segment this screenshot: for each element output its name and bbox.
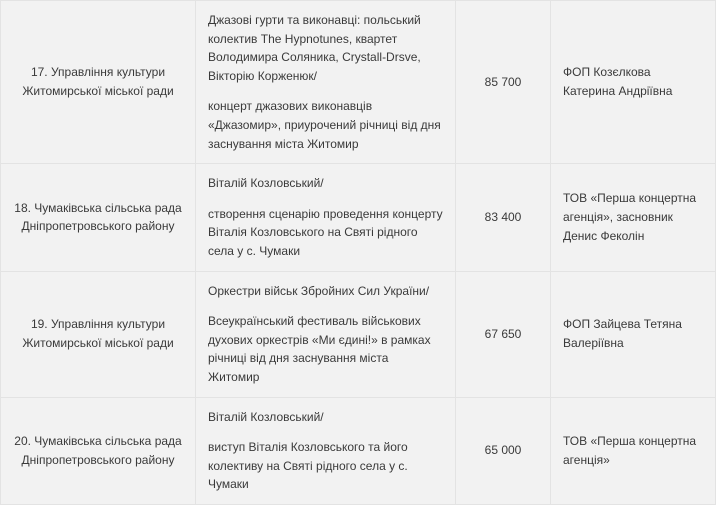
- cell-description: [196, 164, 456, 271]
- recipient-text: ТОВ «Перша концертна агенція»: [563, 434, 697, 467]
- recipient-text: ФОП Козєлкова Катерина Андріївна: [563, 65, 673, 99]
- amount-value: 67 650: [484, 326, 522, 341]
- amount-value: 85 700: [484, 74, 522, 89]
- amount-value: 83 400: [484, 210, 522, 225]
- table-row: [1, 397, 716, 504]
- cell-amount: [456, 271, 551, 397]
- table-row: [1, 271, 716, 397]
- cell-amount: [456, 1, 551, 164]
- description-performer: Віталій Козловський/: [208, 409, 324, 424]
- amount-value: 65 000: [484, 443, 522, 458]
- organization-text: 20. Чумаківська сільська рада Дніпропетровського району: [14, 434, 182, 467]
- description-event: створення сценарію проведення концерту Віталія Козловського на Святі рідного села у с. Чумаки: [208, 206, 443, 258]
- cell-description: [196, 397, 456, 504]
- table-row: [1, 1, 716, 164]
- cell-description: [196, 271, 456, 397]
- cell-organization: [1, 397, 196, 504]
- description-performer: Віталій Козловський/: [208, 176, 324, 191]
- description-event: концерт джазових виконавців «Джазомир», приурочений річниці від дня заснування міста Житомир: [208, 99, 441, 151]
- cell-amount: [456, 164, 551, 271]
- cell-organization: [1, 164, 196, 271]
- cell-description: [196, 1, 456, 164]
- description-event: Всеукраїнський фестиваль військових духових оркестрів «Ми єдині!» в рамках річниці від дня заснування міста Житомир: [208, 314, 431, 384]
- cell-organization: [1, 1, 196, 164]
- cell-amount: [456, 397, 551, 504]
- recipient-text: ФОП Зайцева Тетяна Валеріївна: [563, 317, 682, 351]
- organization-text: 19. Управління культури Житомирської міської ради: [22, 317, 174, 351]
- cell-recipient: [551, 1, 716, 164]
- cell-recipient: [551, 164, 716, 271]
- description-performer: Джазові гурти та виконавці: польський колектив The Hypnotunes, квартет Володимира Соляника, Crystall-Drsve, Вікторію Корженюк/: [208, 13, 421, 83]
- recipient-text: ТОВ «Перша концертна агенція», засновник Денис Феколін: [563, 191, 697, 243]
- description-performer: Оркестри військ Збройних Сил України/: [208, 283, 430, 298]
- organization-text: 17. Управління культури Житомирської міської ради: [22, 65, 174, 99]
- cell-recipient: [551, 271, 716, 397]
- organization-text: 18. Чумаківська сільська рада Дніпропетровського району: [14, 200, 182, 234]
- table-row: [1, 164, 716, 271]
- table-body: [1, 1, 716, 505]
- description-event: виступ Віталія Козловського та його колективу на Святі рідного села у с. Чумаки: [208, 440, 408, 492]
- cell-recipient: [551, 397, 716, 504]
- cell-organization: [1, 271, 196, 397]
